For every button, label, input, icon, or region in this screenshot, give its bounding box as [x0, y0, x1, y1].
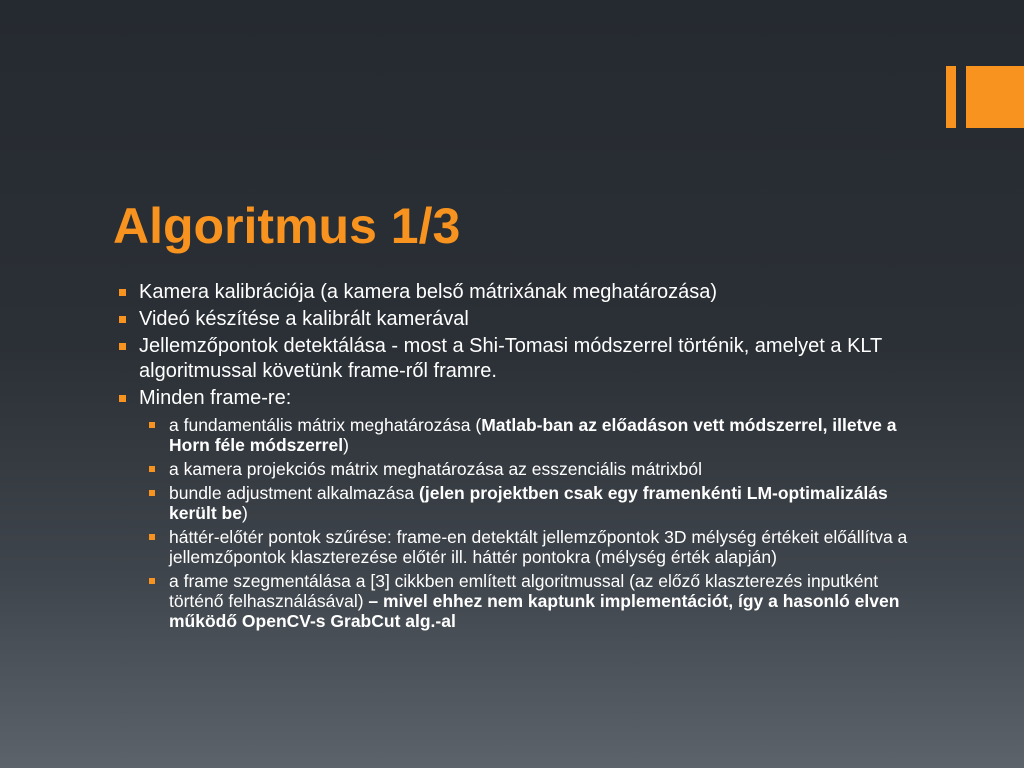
sub-bullet-bold-text: – mivel ehhez nem kaptunk implementációt, így a hasonló elven működő OpenCV-s GrabCut alg.-al — [169, 591, 900, 631]
bullet-text: Jellemzőpontok detektálása - most a Shi-Tomasi módszerrel történik, amelyet a KLT algoritmussal követünk frame-ről framre. — [139, 335, 882, 382]
accent-bar-thin — [946, 66, 956, 128]
square-bullet-icon — [149, 466, 155, 472]
sub-bullet-item — [148, 415, 918, 455]
square-bullet-icon — [149, 490, 155, 496]
square-bullet-icon — [119, 316, 126, 323]
square-bullet-icon — [119, 395, 126, 402]
square-bullet-icon — [119, 289, 126, 296]
sub-bullet-item — [148, 459, 918, 479]
bullet-item — [118, 280, 918, 305]
slide-content — [118, 280, 918, 635]
sub-bullet-bold-text: (jelen projektben csak egy framenkénti LM-optimalizálás került be — [169, 483, 888, 523]
bullet-text: Videó készítése a kalibrált kamerával — [139, 308, 469, 330]
sub-bullet-text-end: ) — [343, 435, 349, 455]
square-bullet-icon — [119, 343, 126, 350]
bullet-item — [118, 386, 918, 631]
sub-bullet-text: a fundamentális mátrix meghatározása ( — [169, 415, 482, 435]
slide-title: Algoritmus 1/3 — [113, 198, 461, 254]
sub-bullet-text: a frame szegmentálása a [3] cikkben említett algoritmussal (az előző klaszterezés inputként történő felhasználásával) — [169, 571, 879, 611]
bullet-item — [118, 334, 918, 384]
sub-bullet-item — [148, 571, 918, 631]
square-bullet-icon — [149, 534, 155, 540]
sub-bullet-text-end: ) — [241, 503, 248, 523]
square-bullet-icon — [149, 422, 155, 428]
bullet-list — [118, 280, 918, 631]
accent-bar-thick — [966, 66, 1024, 128]
sub-bullet-item — [148, 483, 918, 523]
sub-bullet-bold-text: Matlab-ban az előadáson vett módszerrel, illetve a Horn féle módszerrel — [169, 415, 897, 455]
bullet-text: Minden frame-re: — [139, 387, 292, 409]
sub-bullet-text: a kamera projekciós mátrix meghatározása az esszenciális mátrixból — [169, 459, 702, 479]
bullet-text: Kamera kalibrációja (a kamera belső mátrixának meghatározása) — [139, 281, 718, 303]
sub-bullet-text: háttér-előtér pontok szűrése: frame-en detektált jellemzőpontok 3D mélység értékeit előállítva a jellemzőpontok klaszterezése előtér ill. háttér pontokra (mélység érték alapján) — [169, 527, 908, 567]
sub-bullet-text: bundle adjustment alkalmazása — [169, 483, 420, 503]
bullet-item — [118, 307, 918, 332]
square-bullet-icon — [149, 578, 155, 584]
sub-bullet-item — [148, 527, 918, 567]
sub-bullet-list — [148, 415, 918, 631]
